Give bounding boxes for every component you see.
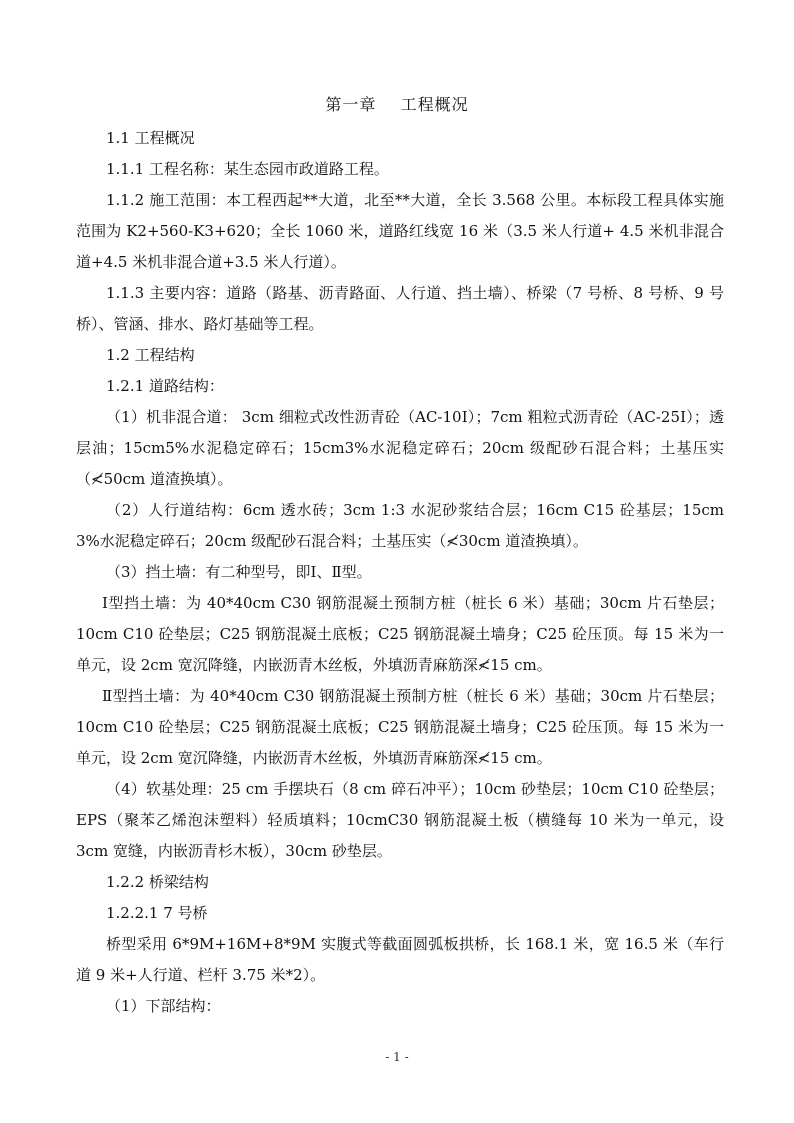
paragraph: 1.1.3 主要内容：道路（路基、沥青路面、人行道、挡土墙）、桥梁（7 号桥、8 号桥、9 号桥）、管涵、排水、路灯基础等工程。 (76, 284, 724, 333)
paragraph: （4）软基处理：25 cm 手摆块石（8 cm 碎石冲平）；10cm 砂垫层；10cm C10 砼垫层；EPS（聚苯乙烯泡沫塑料）轻质填料；10cmC30 钢筋混凝土板（横缝每 10 米为一单元，设 3cm 宽缝，内嵌沥青杉木板），30cm 砂垫层。 (76, 780, 724, 860)
paragraph: （1）下部结构： (106, 997, 221, 1015)
page-number: - 1 - (385, 1050, 409, 1064)
paragraph: （1）机非混合道： 3cm 细粒式改性沥青砼（AC-10Ⅰ）；7cm 粗粒式沥青砼（AC-25Ⅰ）；透层油；15cm5%水泥稳定碎石；15cm3%水泥稳定碎石；20cm 级配砂石混合料；土基压实（≮50cm 道渣换填）。 (76, 408, 724, 488)
paragraph: 1.1.2 施工范围：本工程西起**大道，北至**大道，全长 3.568 公里。本标段工程具体实施范围为 K2+560-K3+620；全长 1060 米，道路红线宽 16 米（3.5 米人行道+ 4.5 米机非混合道+4.5 米机非混合道+3.5 米人行道）。 (76, 191, 724, 271)
paragraph: Ⅱ型挡土墙：为 40*40cm C30 钢筋混凝土预制方桩（桩长 6 米）基础；30cm 片石垫层；10cm C10 砼垫层；C25 钢筋混凝土底板；C25 钢筋混凝土墙身；C25 砼压顶。每 15 米为一单元，设 2cm 宽沉降缝，内嵌沥青木丝板，外填沥青麻筋深≮15 cm。 (76, 687, 724, 767)
subsection-heading: 1.2.2 桥梁结构 (106, 873, 209, 891)
subsection-heading: 1.2.1 道路结构： (106, 377, 224, 395)
paragraph: Ⅰ型挡土墙：为 40*40cm C30 钢筋混凝土预制方桩（桩长 6 米）基础；30cm 片石垫层；10cm C10 砼垫层；C25 钢筋混凝土底板；C25 钢筋混凝土墙身；C25 砼压顶。每 15 米为一单元，设 2cm 宽沉降缝，内嵌沥青木丝板，外填沥青麻筋深≮15 cm。 (76, 594, 724, 674)
section-heading: 1.1 工程概况 (106, 129, 195, 147)
chapter-title: 第一章 工程概况 (325, 95, 469, 114)
subsection-heading: 1.2.2.1 7 号桥 (106, 904, 208, 922)
document-body (76, 123, 724, 1022)
paragraph: （3）挡土墙：有二种型号，即Ⅰ、Ⅱ型。 (106, 563, 372, 581)
section-heading: 1.2 工程结构 (106, 346, 195, 364)
paragraph: 桥型采用 6*9M+16M+8*9M 实腹式等截面圆弧板拱桥，长 168.1 米，宽 16.5 米（车行道 9 米+人行道、栏杆 3.75 米*2）。 (76, 935, 724, 984)
paragraph: 1.1.1 工程名称：某生态园市政道路工程。 (106, 160, 389, 178)
paragraph: （2）人行道结构：6cm 透水砖；3cm 1:3 水泥砂浆结合层；16cm C15 砼基层；15cm 3%水泥稳定碎石；20cm 级配砂石混合料；土基压实（≮30cm 道渣换填）。 (76, 501, 724, 550)
